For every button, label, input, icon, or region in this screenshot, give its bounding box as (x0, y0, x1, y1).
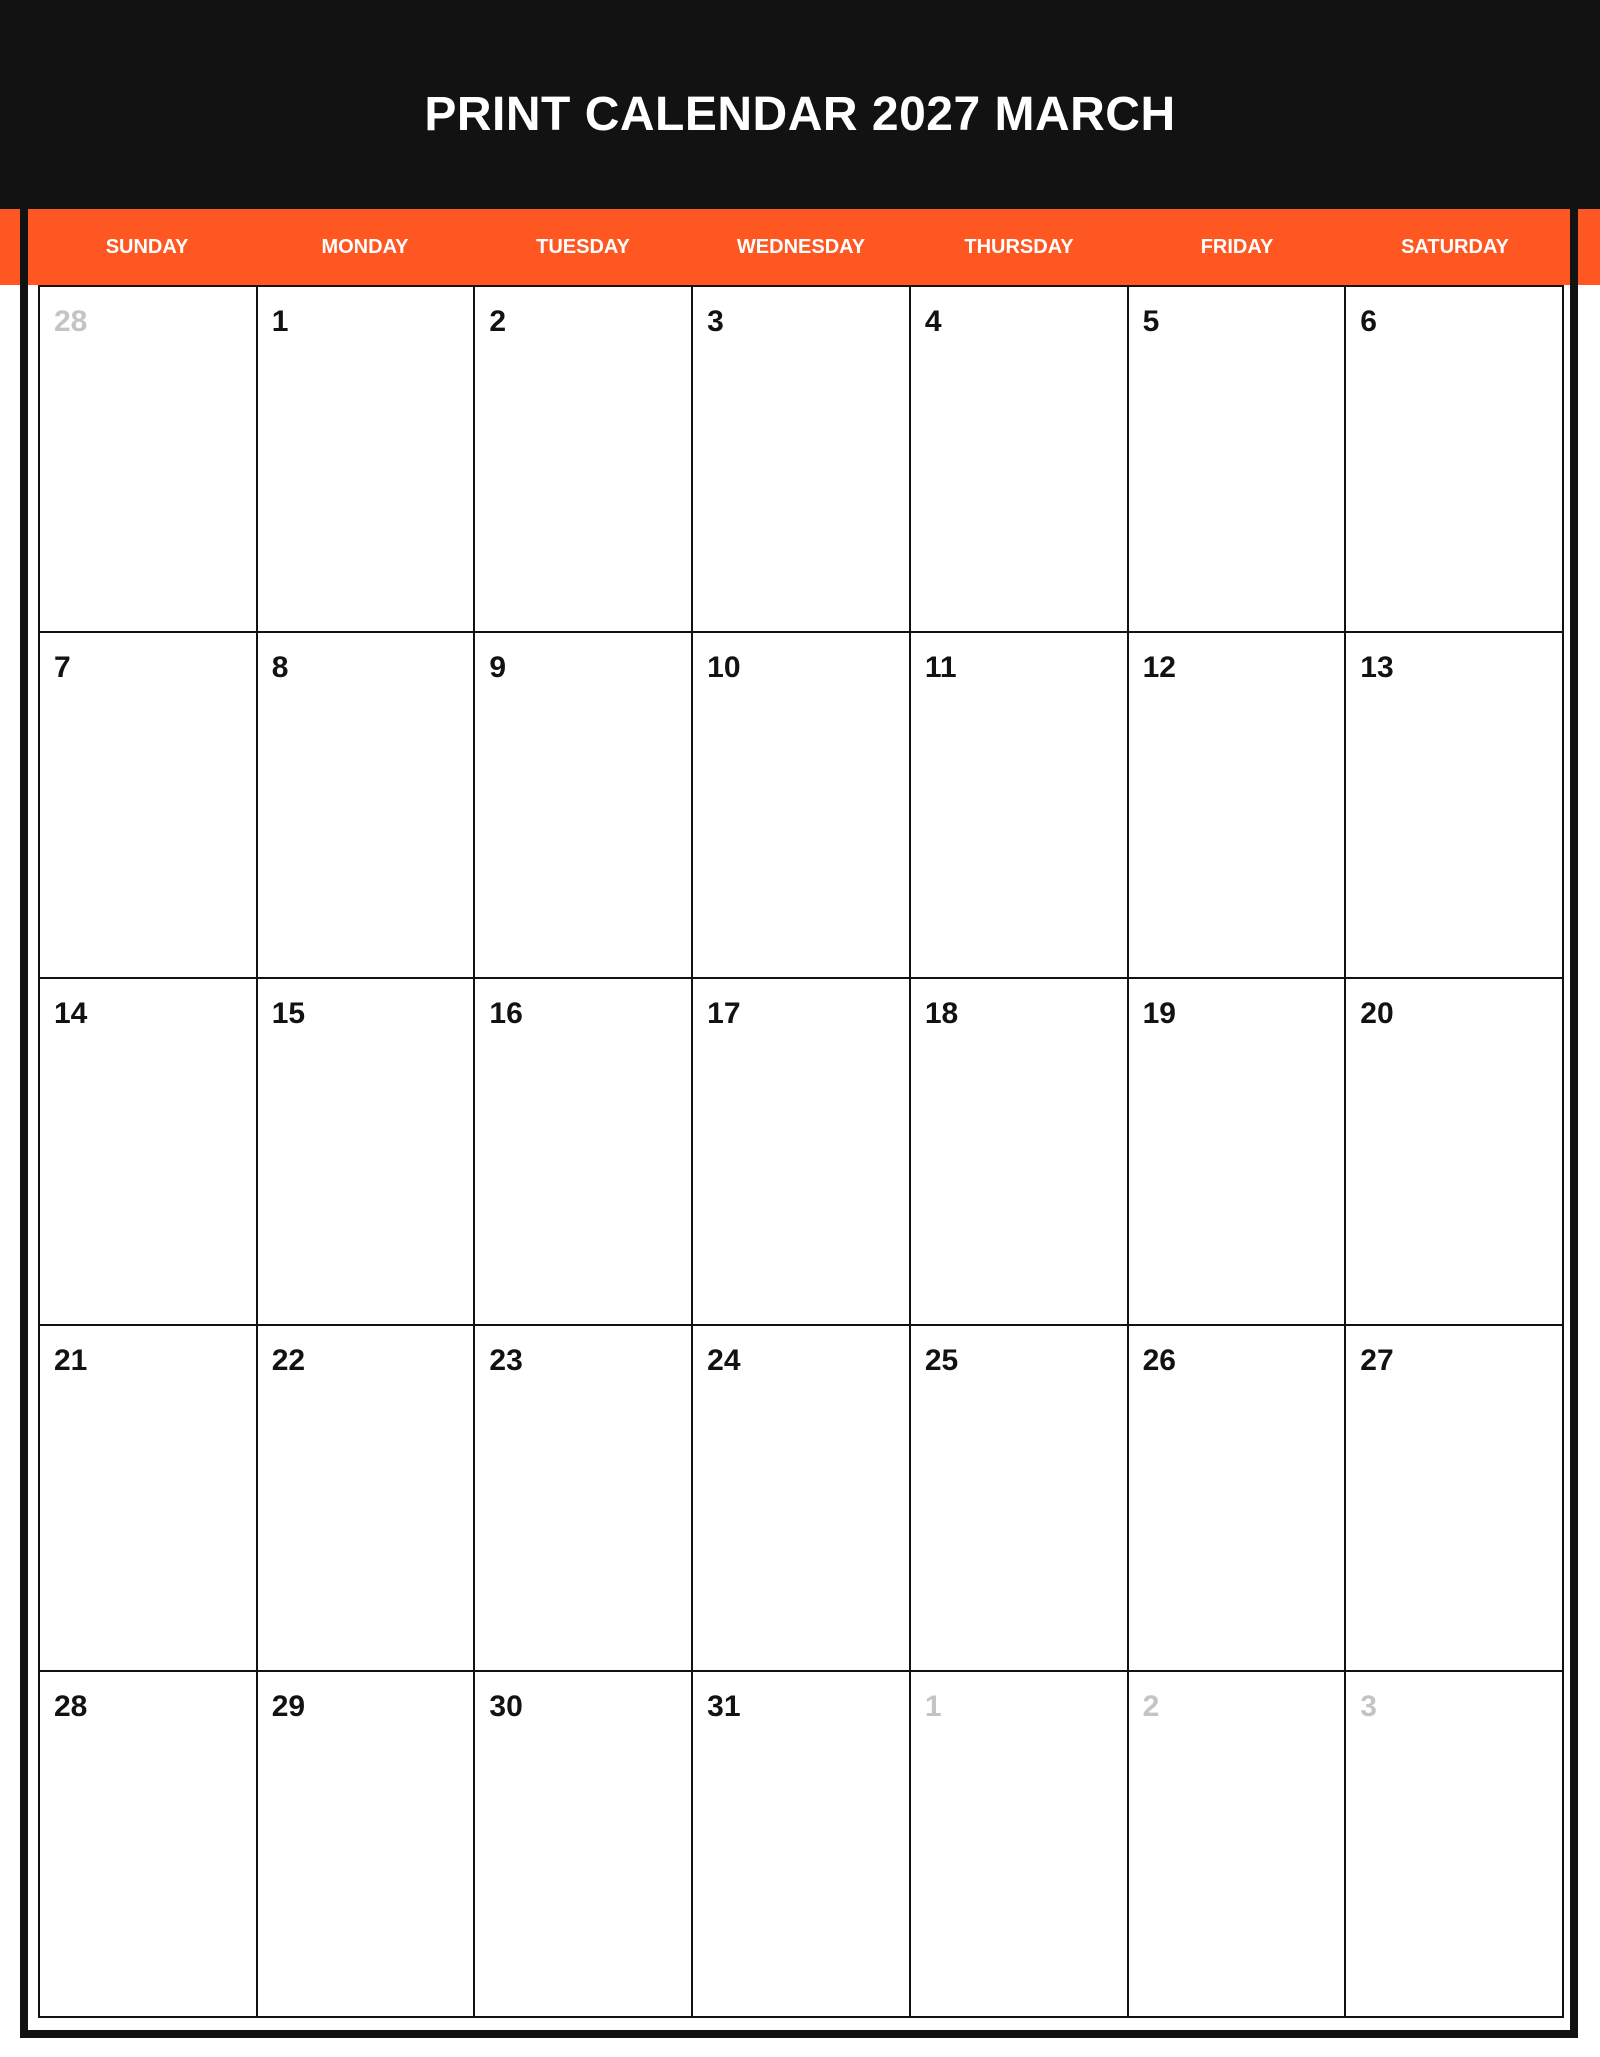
day-cell: 4 (911, 287, 1129, 633)
day-cell: 19 (1129, 979, 1347, 1325)
day-cell: 20 (1346, 979, 1564, 1325)
day-cell: 13 (1346, 633, 1564, 979)
day-cell: 14 (40, 979, 258, 1325)
calendar-grid (38, 285, 1564, 2018)
weekday-friday: FRIDAY (1200, 235, 1274, 258)
day-cell: 23 (475, 1326, 693, 1672)
weekday-sunday: SUNDAY (105, 235, 189, 258)
day-cell: 1 (258, 287, 476, 633)
day-cell: 21 (40, 1326, 258, 1672)
day-cell: 7 (40, 633, 258, 979)
day-cell: 24 (693, 1326, 911, 1672)
day-cell: 25 (911, 1326, 1129, 1672)
weekday-tuesday: TUESDAY (536, 235, 630, 258)
day-cell: 5 (1129, 287, 1347, 633)
day-cell: 8 (258, 633, 476, 979)
day-cell: 31 (693, 1672, 911, 2018)
day-cell: 28 (40, 1672, 258, 2018)
day-cell: 6 (1346, 287, 1564, 633)
day-cell: 10 (693, 633, 911, 979)
day-cell: 2 (1129, 1672, 1347, 2018)
day-cell: 2 (475, 287, 693, 633)
day-cell: 29 (258, 1672, 476, 2018)
day-cell: 15 (258, 979, 476, 1325)
day-cell: 18 (911, 979, 1129, 1325)
weekday-saturday: SATURDAY (1401, 235, 1509, 258)
day-cell: 27 (1346, 1326, 1564, 1672)
day-cell: 12 (1129, 633, 1347, 979)
page-title: PRINT CALENDAR 2027 MARCH (424, 88, 1176, 141)
day-cell: 22 (258, 1326, 476, 1672)
weekday-wednesday: WEDNESDAY (736, 235, 866, 258)
day-cell: 26 (1129, 1326, 1347, 1672)
day-cell: 9 (475, 633, 693, 979)
day-cell: 3 (693, 287, 911, 633)
day-cell: 17 (693, 979, 911, 1325)
day-cell: 30 (475, 1672, 693, 2018)
day-cell: 16 (475, 979, 693, 1325)
day-cell: 28 (40, 287, 258, 633)
weekday-monday: MONDAY (321, 235, 409, 258)
day-cell: 3 (1346, 1672, 1564, 2018)
day-cell: 11 (911, 633, 1129, 979)
weekday-thursday: THURSDAY (964, 235, 1074, 258)
weekday-header-row (38, 209, 1564, 285)
day-cell: 1 (911, 1672, 1129, 2018)
